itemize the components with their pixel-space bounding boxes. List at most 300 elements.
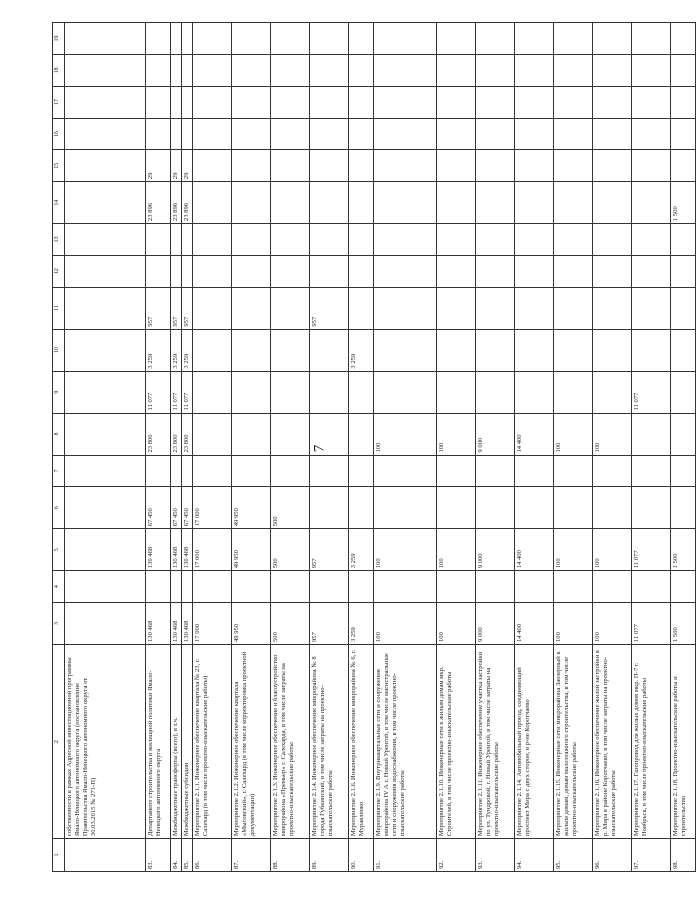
value-cell — [65, 118, 146, 150]
value-cell — [514, 224, 553, 256]
value-cell — [631, 287, 670, 329]
value-cell: 957 — [309, 287, 348, 329]
value-cell — [514, 23, 553, 55]
value-cell — [231, 455, 270, 487]
value-cell — [309, 255, 348, 287]
value-cell — [436, 287, 475, 329]
value-cell — [514, 371, 553, 413]
value-cell — [373, 86, 436, 118]
value-cell — [270, 23, 309, 55]
value-cell: 100 — [592, 529, 631, 571]
value-cell — [146, 55, 171, 87]
value-cell — [631, 329, 670, 371]
value-cell — [348, 571, 373, 603]
value-cell — [65, 287, 146, 329]
value-cell — [631, 224, 670, 256]
value-cell — [348, 255, 373, 287]
value-cell — [146, 255, 171, 287]
value-cell: 17 000 — [192, 603, 231, 645]
value-cell — [181, 118, 192, 150]
value-cell — [514, 150, 553, 182]
value-cell: 100 — [436, 529, 475, 571]
value-cell: 100 — [373, 529, 436, 571]
row-number-cell: 92. — [436, 839, 475, 872]
value-cell — [373, 455, 436, 487]
value-cell — [270, 182, 309, 224]
value-cell: 29 — [171, 150, 182, 182]
value-cell — [231, 23, 270, 55]
value-cell: 100 — [373, 413, 436, 455]
value-cell — [146, 118, 171, 150]
value-cell — [171, 23, 182, 55]
value-cell: 957 — [171, 287, 182, 329]
table-row — [348, 23, 373, 872]
value-cell — [65, 182, 146, 224]
value-cell — [309, 150, 348, 182]
value-cell — [231, 255, 270, 287]
value-cell — [514, 571, 553, 603]
value-cell: 130 468 — [146, 529, 171, 571]
value-cell — [373, 487, 436, 529]
row-name-cell: Межбюджетные субсидии — [181, 645, 192, 839]
value-cell — [192, 455, 231, 487]
value-cell — [270, 371, 309, 413]
value-cell — [270, 413, 309, 455]
value-cell — [553, 224, 592, 256]
value-cell — [65, 487, 146, 529]
value-cell — [270, 329, 309, 371]
value-cell — [475, 86, 514, 118]
value-cell: 1 500 — [670, 529, 695, 571]
value-cell — [171, 224, 182, 256]
value-cell — [475, 455, 514, 487]
value-cell — [146, 23, 171, 55]
value-cell — [631, 255, 670, 287]
row-name-cell: Мероприятие 2.1.14. Автомобильный проезд, соединяющий проспект Мира с двух сторон, в р-не Коротчаево — [514, 645, 553, 839]
value-cell — [670, 118, 695, 150]
value-cell — [309, 118, 348, 150]
row-name-cell: Мероприятие 2.1.17. Газопровод для жилых домов мкр. П-7 г. Ноябрьск, в том числе проектно-изыскательские работы — [631, 645, 670, 839]
value-cell — [592, 224, 631, 256]
value-cell: 23 896 — [146, 182, 171, 224]
value-cell — [231, 571, 270, 603]
row-number-cell: 91. — [373, 839, 436, 872]
value-cell — [475, 150, 514, 182]
value-cell — [436, 118, 475, 150]
header-cell: 12 — [53, 255, 65, 287]
value-cell — [553, 55, 592, 87]
value-cell — [192, 255, 231, 287]
value-cell — [65, 150, 146, 182]
value-cell — [65, 55, 146, 87]
value-cell — [309, 413, 348, 455]
value-cell — [475, 371, 514, 413]
value-cell — [631, 55, 670, 87]
row-name-cell: Мероприятие 2.1.10. Инженерные сети к жилым домам мкр. Строителей, в том числе проектно-изыскательские работы — [436, 645, 475, 839]
value-cell — [670, 329, 695, 371]
row-name-cell: Мероприятие 2.1.3. Инженерное обеспечение и благоустройство микрорайона «Премьер» г. Салехарда, в том числе затраты на проектно-изыскательские работы — [270, 645, 309, 839]
value-cell — [348, 413, 373, 455]
value-cell — [373, 23, 436, 55]
value-cell — [553, 150, 592, 182]
table-row — [181, 23, 192, 872]
value-cell — [592, 182, 631, 224]
value-cell — [514, 287, 553, 329]
value-cell — [553, 487, 592, 529]
table-row — [553, 23, 592, 872]
value-cell — [436, 150, 475, 182]
value-cell — [436, 182, 475, 224]
header-cell: 15 — [53, 150, 65, 182]
row-number-cell: 98. — [670, 839, 695, 872]
value-cell — [192, 413, 231, 455]
value-cell: 11 077 — [631, 529, 670, 571]
value-cell — [436, 487, 475, 529]
header-cell: 1 — [53, 839, 65, 872]
row-name-cell: Мероприятие 2.1.6. Инженерное обеспечение микрорайона № 6, г. Муравленко — [348, 645, 373, 839]
value-cell: 100 — [553, 413, 592, 455]
value-cell — [192, 287, 231, 329]
value-cell: 67 450 — [181, 487, 192, 529]
value-cell — [309, 455, 348, 487]
value-cell — [309, 55, 348, 87]
value-cell — [631, 23, 670, 55]
value-cell — [192, 224, 231, 256]
value-cell: 1 500 — [670, 603, 695, 645]
value-cell — [231, 287, 270, 329]
value-cell — [592, 23, 631, 55]
header-cell: 5 — [53, 529, 65, 571]
value-cell — [171, 455, 182, 487]
value-cell — [348, 371, 373, 413]
row-name-cell: Мероприятие 2.1.1. Инженерное обеспечение квартала № 23, г. Салехард (в том числе проектно-изыскательские работы) — [192, 645, 231, 839]
value-cell — [631, 413, 670, 455]
row-number-cell: 95. — [553, 839, 592, 872]
value-cell — [270, 150, 309, 182]
value-cell — [553, 255, 592, 287]
value-cell — [373, 182, 436, 224]
row-name-cell: Мероприятие 2.1.9. Внутриквартальные сети и сооружения микрорайона IV А г. Новый Уренгой, в том числе магистральные сети и сооружения водоснабжения, в том числе проектно-изыскательские работы — [373, 645, 436, 839]
budget-table-container — [52, 22, 687, 872]
value-cell — [171, 55, 182, 87]
row-number-cell: 86. — [192, 839, 231, 872]
table-row — [171, 23, 182, 872]
value-cell: 14 400 — [514, 529, 553, 571]
value-cell — [436, 455, 475, 487]
page-number: 7 — [311, 444, 328, 453]
row-number-cell: 87. — [231, 839, 270, 872]
table-row — [309, 23, 348, 872]
value-cell — [231, 329, 270, 371]
value-cell — [553, 455, 592, 487]
table-row — [631, 23, 670, 872]
value-cell — [192, 329, 231, 371]
value-cell: 67 450 — [146, 487, 171, 529]
value-cell — [231, 55, 270, 87]
value-cell — [592, 255, 631, 287]
value-cell: 3 259 — [348, 529, 373, 571]
value-cell: 130 468 — [171, 529, 182, 571]
value-cell — [65, 255, 146, 287]
value-cell — [231, 182, 270, 224]
value-cell — [65, 455, 146, 487]
value-cell: 11 077 — [631, 603, 670, 645]
value-cell — [309, 224, 348, 256]
header-cell: 16 — [53, 118, 65, 150]
value-cell: 11 077 — [181, 371, 192, 413]
table-row — [192, 23, 231, 872]
value-cell: 23 896 — [181, 182, 192, 224]
value-cell — [514, 329, 553, 371]
table-row — [146, 23, 171, 872]
value-cell: 11 077 — [631, 371, 670, 413]
value-cell: 17 000 — [192, 529, 231, 571]
value-cell: 9 000 — [475, 413, 514, 455]
value-cell: 100 — [592, 603, 631, 645]
header-cell: 14 — [53, 182, 65, 224]
value-cell — [373, 571, 436, 603]
value-cell: 130 468 — [181, 529, 192, 571]
budget-table — [52, 22, 696, 872]
table-row — [670, 23, 695, 872]
value-cell — [475, 329, 514, 371]
table-row — [231, 23, 270, 872]
value-cell — [348, 55, 373, 87]
value-cell — [631, 150, 670, 182]
value-cell — [270, 224, 309, 256]
header-cell: 9 — [53, 371, 65, 413]
header-cell: 3 — [53, 603, 65, 645]
value-cell: 3 259 — [146, 329, 171, 371]
value-cell — [631, 118, 670, 150]
value-cell — [309, 86, 348, 118]
value-cell — [65, 571, 146, 603]
value-cell — [270, 571, 309, 603]
value-cell — [181, 255, 192, 287]
value-cell — [231, 224, 270, 256]
value-cell — [436, 571, 475, 603]
value-cell — [65, 603, 146, 645]
value-cell — [670, 150, 695, 182]
value-cell — [592, 287, 631, 329]
value-cell — [553, 371, 592, 413]
value-cell — [192, 182, 231, 224]
value-cell — [231, 413, 270, 455]
value-cell: 100 — [553, 529, 592, 571]
value-cell — [553, 287, 592, 329]
value-cell — [270, 86, 309, 118]
value-cell — [592, 371, 631, 413]
value-cell — [181, 86, 192, 118]
value-cell: 11 077 — [171, 371, 182, 413]
value-cell — [373, 287, 436, 329]
value-cell — [670, 224, 695, 256]
value-cell — [592, 329, 631, 371]
value-cell — [65, 371, 146, 413]
value-cell — [514, 55, 553, 87]
value-cell — [309, 182, 348, 224]
value-cell — [475, 55, 514, 87]
value-cell: 957 — [146, 287, 171, 329]
value-cell: 100 — [553, 603, 592, 645]
value-cell — [171, 86, 182, 118]
value-cell: 3 259 — [171, 329, 182, 371]
value-cell — [192, 23, 231, 55]
value-cell — [592, 118, 631, 150]
row-number-cell: 83. — [146, 839, 171, 872]
value-cell: 957 — [309, 603, 348, 645]
value-cell: 23 800 — [171, 413, 182, 455]
value-cell — [592, 55, 631, 87]
value-cell: 130 468 — [146, 603, 171, 645]
table-row — [270, 23, 309, 872]
value-cell — [231, 371, 270, 413]
value-cell — [592, 150, 631, 182]
value-cell: 17 000 — [192, 487, 231, 529]
row-name-cell: Мероприятие 2.1.18. Проектно-изыскательские работы и строительство — [670, 645, 695, 839]
table-row — [475, 23, 514, 872]
value-cell — [348, 182, 373, 224]
row-name-cell: Департамент строительства и жилищной политики Ямало-Ненецкого автономного округа — [146, 645, 171, 839]
value-cell — [348, 487, 373, 529]
value-cell: 3 259 — [348, 603, 373, 645]
value-cell — [65, 224, 146, 256]
value-cell — [309, 571, 348, 603]
value-cell — [348, 224, 373, 256]
value-cell — [146, 455, 171, 487]
value-cell: 14 400 — [514, 603, 553, 645]
value-cell — [631, 86, 670, 118]
row-number-cell — [65, 839, 146, 872]
value-cell — [436, 86, 475, 118]
value-cell — [631, 455, 670, 487]
row-number-cell: 85. — [181, 839, 192, 872]
value-cell — [670, 255, 695, 287]
value-cell — [373, 55, 436, 87]
value-cell — [181, 55, 192, 87]
value-cell — [231, 86, 270, 118]
value-cell: 100 — [436, 413, 475, 455]
row-name-cell: Мероприятие 2.1.2. Инженерное обеспечение квартала «Мысовский», г. Салехард (в том числе корректировка проектной документации) — [231, 645, 270, 839]
value-cell — [592, 86, 631, 118]
value-cell — [192, 55, 231, 87]
value-cell — [670, 86, 695, 118]
value-cell: 500 — [270, 529, 309, 571]
value-cell: 49 950 — [231, 603, 270, 645]
value-cell — [309, 23, 348, 55]
value-cell — [270, 455, 309, 487]
value-cell — [670, 23, 695, 55]
value-cell — [348, 23, 373, 55]
value-cell — [592, 487, 631, 529]
value-cell: 29 — [181, 150, 192, 182]
value-cell — [65, 23, 146, 55]
value-cell — [171, 118, 182, 150]
value-cell — [514, 182, 553, 224]
value-cell — [270, 55, 309, 87]
value-cell — [348, 86, 373, 118]
value-cell — [270, 118, 309, 150]
value-cell — [65, 413, 146, 455]
value-cell: 29 — [146, 150, 171, 182]
value-cell: 23 800 — [146, 413, 171, 455]
value-cell — [231, 118, 270, 150]
value-cell — [514, 86, 553, 118]
value-cell — [192, 371, 231, 413]
row-name-cell: собственности в рамках Адресной инвестиционной программы Ямало-Ненецкого автономного округа (постановление Правительства Ямало-Ненецкого автономного округа от 30.03.2015 № 271-П) — [65, 645, 146, 839]
value-cell — [348, 118, 373, 150]
value-cell — [670, 371, 695, 413]
value-cell — [373, 255, 436, 287]
row-number-cell: 88. — [270, 839, 309, 872]
row-number-cell: 89. — [309, 839, 348, 872]
value-cell — [270, 287, 309, 329]
value-cell — [553, 329, 592, 371]
value-cell — [171, 255, 182, 287]
value-cell — [475, 23, 514, 55]
value-cell — [553, 23, 592, 55]
value-cell — [373, 118, 436, 150]
value-cell — [181, 571, 192, 603]
value-cell — [553, 118, 592, 150]
value-cell — [475, 571, 514, 603]
row-number-cell: 94. — [514, 839, 553, 872]
value-cell — [65, 86, 146, 118]
value-cell — [475, 182, 514, 224]
value-cell — [670, 455, 695, 487]
header-row — [53, 23, 65, 872]
header-cell: 18 — [53, 55, 65, 87]
value-cell — [146, 224, 171, 256]
value-cell: 957 — [181, 287, 192, 329]
value-cell — [475, 255, 514, 287]
value-cell — [146, 86, 171, 118]
header-cell: 7 — [53, 455, 65, 487]
header-cell: 19 — [53, 23, 65, 55]
value-cell — [270, 255, 309, 287]
header-cell: 8 — [53, 413, 65, 455]
value-cell — [348, 455, 373, 487]
value-cell — [373, 150, 436, 182]
value-cell — [373, 329, 436, 371]
row-number-cell: 97. — [631, 839, 670, 872]
value-cell: 1 500 — [670, 182, 695, 224]
value-cell — [192, 571, 231, 603]
header-cell: 17 — [53, 86, 65, 118]
row-number-cell: 84. — [171, 839, 182, 872]
value-cell — [475, 287, 514, 329]
row-name-cell: Мероприятие 2.1.4. Инженерное обеспечение микрорайона № 8 города Губкинский, в том числе затраты на проектно-изыскательские работы — [309, 645, 348, 839]
value-cell: 100 — [373, 603, 436, 645]
header-cell: 10 — [53, 329, 65, 371]
value-cell — [670, 287, 695, 329]
value-cell — [670, 55, 695, 87]
header-cell: 6 — [53, 487, 65, 529]
value-cell: 500 — [270, 487, 309, 529]
value-cell — [592, 571, 631, 603]
value-cell — [514, 255, 553, 287]
value-cell — [436, 55, 475, 87]
value-cell — [309, 487, 348, 529]
header-cell: 13 — [53, 224, 65, 256]
value-cell — [436, 224, 475, 256]
value-cell: 67 450 — [171, 487, 182, 529]
value-cell — [436, 371, 475, 413]
row-number-cell: 96. — [592, 839, 631, 872]
value-cell — [670, 571, 695, 603]
value-cell — [65, 329, 146, 371]
value-cell — [348, 287, 373, 329]
